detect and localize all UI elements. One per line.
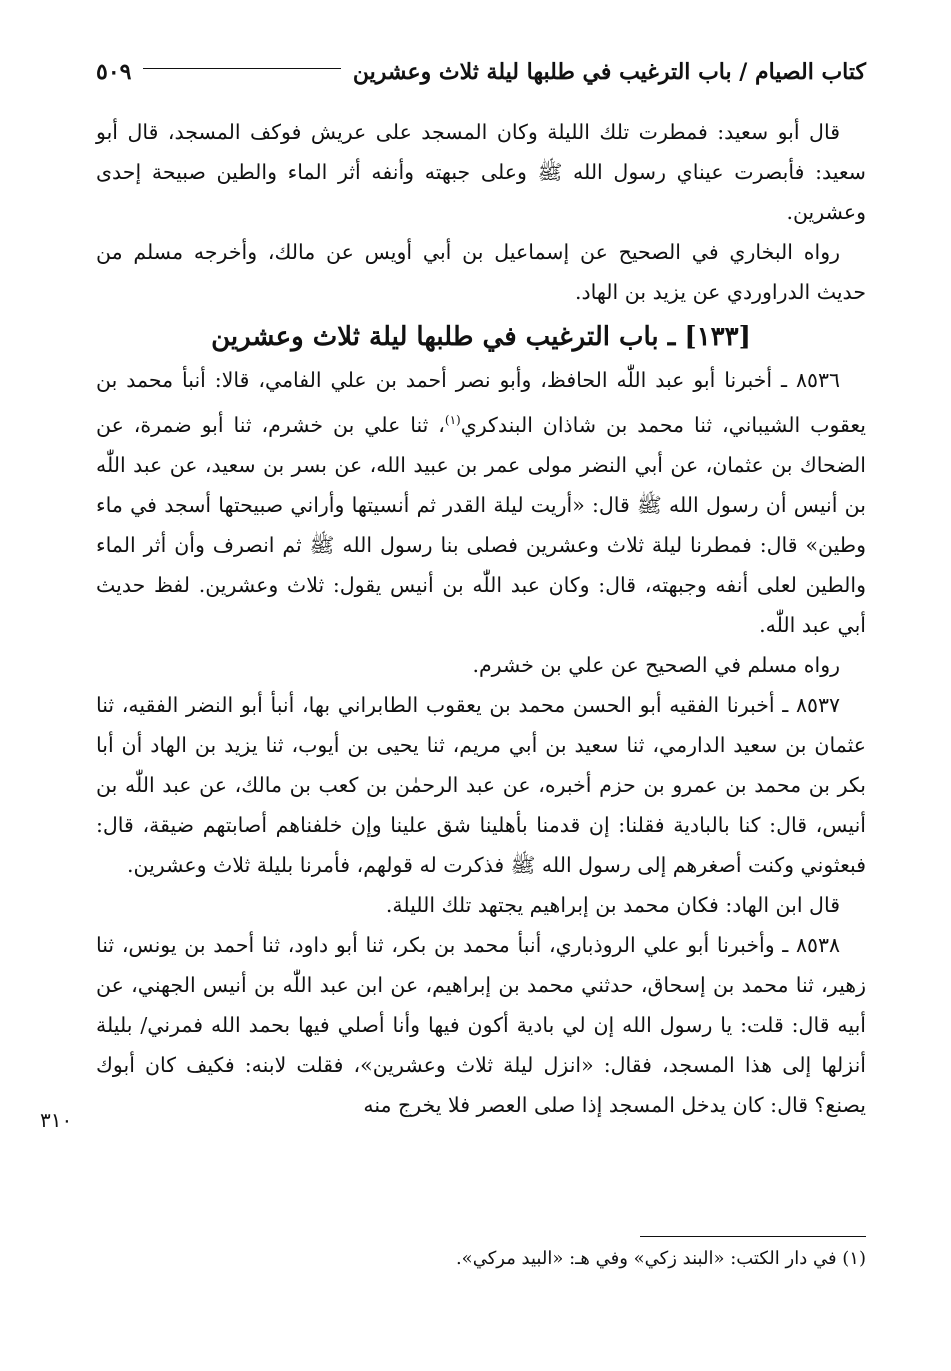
running-header [96,52,866,92]
page-number: ٥٠٩ [96,59,132,85]
paragraph: قال أبو سعيد: فمطرت تلك الليلة وكان المسجد على عريش فوكف المسجد، قال أبو سعيد: فأبصرت عيناي رسول الله ﷺ وعلى جبهته وأنفه أثر الماء والطين صبيحة إحدى وعشرين. [96,120,866,224]
header-title: كتاب الصيام / باب الترغيب في طلبها ليلة ثلاث وعشرين [352,59,866,85]
paragraph: رواه البخاري في الصحيح عن إسماعيل بن أبي أويس عن مالك، وأخرجه مسلم من حديث الدراوردي عن يزيد بن الهاد. [96,240,866,304]
paragraph: قال ابن الهاد: فكان محمد بن إبراهيم يجتهد تلك الليلة. [385,892,840,917]
hadith-text: ، ثنا علي بن خشرم، ثنا أبو ضمرة، عن الضحاك بن عثمان، عن أبي النضر مولى عمر بن عبيد الله، عن بسر بن سعيد، عن عبد اللّٰه بن أنيس أن رسول الله ﷺ قال: «أريت ليلة القدر ثم أنسيتها وأراني صبيحتها أسجد في ماء وطين» قال: فمطرنا ليلة ثلاث وعشرين فصلى بنا رسول الله ﷺ ثم انصرف وأن أثر الماء والطين لعلى أنفه وجبهته، قال: وكان عبد اللّٰه بن أنيس يقول: ثلاث وعشرين. لفظ حديث أبي عبد اللّٰه. [96,412,866,637]
footnote-ref: (١) [444,413,461,427]
main-text [96,112,866,1125]
header-rule [143,68,340,69]
paragraph: رواه مسلم في الصحيح عن علي بن خشرم. [472,652,840,677]
footnote: (١) في دار الكتب: «البند زكي» وفي هـ: «البيد مركي». [455,1248,866,1269]
hadith-8536 [96,360,866,645]
margin-page-number: ٣١٠ [40,1108,73,1132]
hadith-8538: ٨٥٣٨ ـ وأخبرنا أبو علي الروذباري، أنبأ محمد بن بكر، ثنا أبو داود، ثنا أحمد بن يونس، ثنا زهير، ثنا محمد بن إسحاق، حدثني محمد بن إبراهيم، عن ابن عبد اللّٰه بن أنيس الجهني، عن أبيه قال: قلت: يا رسول الله إن لي بادية أكون فيها وأنا أصلي فيها بحمد الله فمرني/ بليلة أنزلها إلى هذا المسجد، فقال: «انزل ليلة ثلاث وعشرين»، فقلت لابنه: فكيف كان أبوك يصنع؟ قال: كان يدخل المسجد إذا صلى العصر فلا يخرج منه [96,932,866,1117]
hadith-text: ٨٥٣٦ ـ أخبرنا أبو عبد اللّٰه الحافظ، وأبو نصر أحمد بن علي الفامي، قالا: أنبأ محمد بن يعقوب الشيباني، ثنا محمد بن شاذان البندكري [96,368,866,437]
section-heading: [١٣٣] ـ باب الترغيب في طلبها ليلة ثلاث وعشرين [211,322,751,352]
hadith-8537: ٨٥٣٧ ـ أخبرنا الفقيه أبو الحسن محمد بن يعقوب الطابراني بها، أنبأ أبو النضر الفقيه، ثنا عثمان بن سعيد الدارمي، ثنا سعيد بن أبي مريم، ثنا يحيى بن أيوب، ثنا يزيد بن الهاد أن أبا بكر بن محمد بن عمرو بن حزم أخبره، عن عبد الرحمٰن بن كعب بن مالك، عن عبد اللّٰه بن أنيس، قال: كنا بالبادية فقلنا: إن قدمنا بأهلينا شق علينا وإن خلفناهم أصابتهم ضيقة، قال: فبعثوني وكنت أصغرهم إلى رسول الله ﷺ فذكرت له قولهم، فأمرنا بليلة ثلاث وعشرين. [96,692,866,877]
footnote-divider [640,1236,866,1237]
